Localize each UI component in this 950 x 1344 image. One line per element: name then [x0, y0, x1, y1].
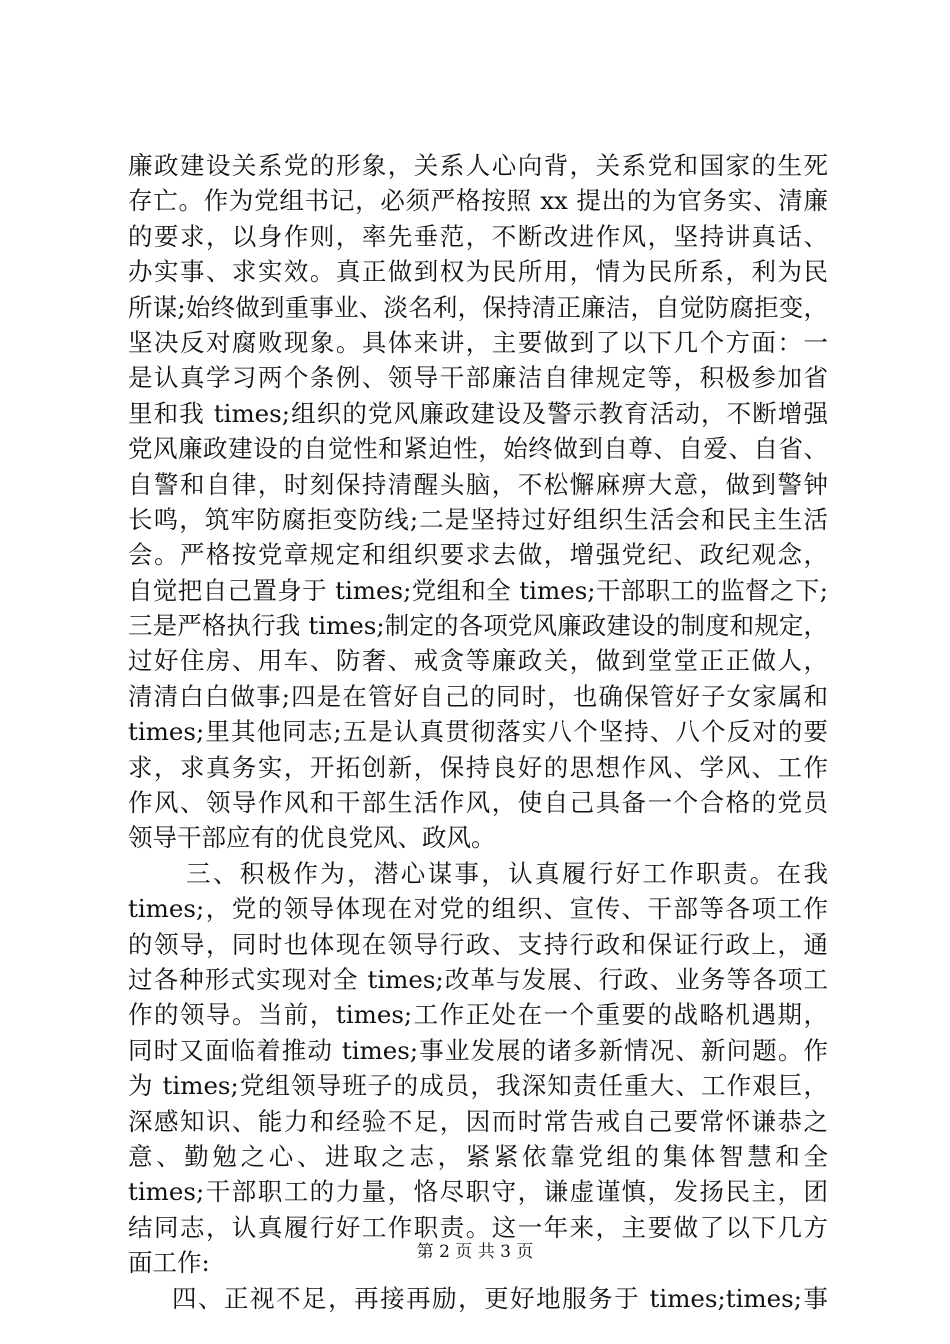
- text-line: 所谋;始终做到重事业、淡名利，保持清正廉洁，自觉防腐拒变，: [128, 292, 828, 322]
- text-line: 深感知识、能力和经验不足，因而时常告戒自己要常怀谦恭之: [128, 1106, 828, 1136]
- text-line: 面工作:: [128, 1248, 210, 1278]
- text-line: 存亡。作为党组书记，必须严格按照 xx 提出的为官务实、清廉: [128, 186, 828, 216]
- text-line: 为 times;党组领导班子的成员，我深知责任重大、工作艰巨，: [128, 1071, 828, 1101]
- text-line: 过各种形式实现对全 times;改革与发展、行政、业务等各项工: [128, 964, 828, 994]
- paragraph-1: [128, 148, 828, 856]
- text-line: 三是严格执行我 times;制定的各项党风廉政建设的制度和规定，: [128, 611, 828, 641]
- text-line: times;，党的领导体现在对党的组织、宣传、干部等各项工作: [128, 894, 828, 924]
- text-line: 四、正视不足，再接再励，更好地服务于 times;times;事: [172, 1283, 828, 1313]
- text-line: 的要求，以身作则，率先垂范，不断改进作风，坚持讲真话、: [128, 221, 828, 251]
- text-line: 会。严格按党章规定和组织要求去做，增强党纪、政纪观念，: [128, 540, 828, 570]
- text-line: 的领导，同时也体现在领导行政、支持行政和保证行政上，通: [128, 929, 828, 959]
- text-line: 结同志，认真履行好工作职责。这一年来，主要做了以下几方: [128, 1212, 828, 1242]
- text-line: times;干部职工的力量，恪尽职守，谦虚谨慎，发扬民主，团: [128, 1177, 828, 1207]
- text-line: 办实事、求实效。真正做到权为民所用，情为民所系，利为民: [128, 257, 828, 287]
- text-line: 党风廉政建设的自觉性和紧迫性，始终做到自尊、自爱、自省、: [128, 434, 828, 464]
- text-line: 求，求真务实，开拓创新，保持良好的思想作风、学风、工作: [128, 752, 828, 782]
- page-footer: 第 2 页 共 3 页: [416, 1242, 534, 1262]
- text-line: 清清白白做事;四是在管好自己的同时，也确保管好子女家属和: [128, 681, 828, 711]
- paragraph-2: [128, 856, 828, 1281]
- text-line: times;里其他同志;五是认真贯彻落实八个坚持、八个反对的要: [128, 717, 828, 747]
- text-line: 三、积极作为，潜心谋事，认真履行好工作职责。在我: [186, 858, 828, 888]
- text-line: 长鸣，筑牢防腐拒变防线;二是坚持过好组织生活会和民主生活: [128, 504, 828, 534]
- text-line: 同时又面临着推动 times;事业发展的诸多新情况、新问题。作: [128, 1035, 828, 1065]
- text-line: 廉政建设关系党的形象，关系人心向背，关系党和国家的生死: [128, 151, 828, 180]
- document-body: [128, 148, 828, 1316]
- text-line: 自警和自律，时刻保持清醒头脑，不松懈麻痹大意，做到警钟: [128, 469, 828, 499]
- text-line: 过好住房、用车、防奢、戒贪等廉政关，做到堂堂正正做人，: [128, 646, 828, 676]
- text-line: 作的领导。当前，times;工作正处在一个重要的战略机遇期，: [128, 1000, 828, 1030]
- text-line: 领导干部应有的优良党风、政风。: [128, 823, 496, 853]
- text-line: 里和我 times;组织的党风廉政建设及警示教育活动，不断增强: [128, 398, 828, 428]
- text-line: 是认真学习两个条例、领导干部廉洁自律规定等，积极参加省: [128, 363, 828, 393]
- text-line: 意、勤勉之心、进取之志，紧紧依靠党组的集体智慧和全: [128, 1141, 828, 1171]
- text-line: 坚决反对腐败现象。具体来讲，主要做到了以下几个方面：一: [128, 327, 828, 357]
- paragraph-3: [128, 1281, 828, 1316]
- text-line: 自觉把自己置身于 times;党组和全 times;干部职工的监督之下;: [128, 575, 828, 605]
- text-line: 作风、领导作风和干部生活作风，使自己具备一个合格的党员: [128, 788, 828, 818]
